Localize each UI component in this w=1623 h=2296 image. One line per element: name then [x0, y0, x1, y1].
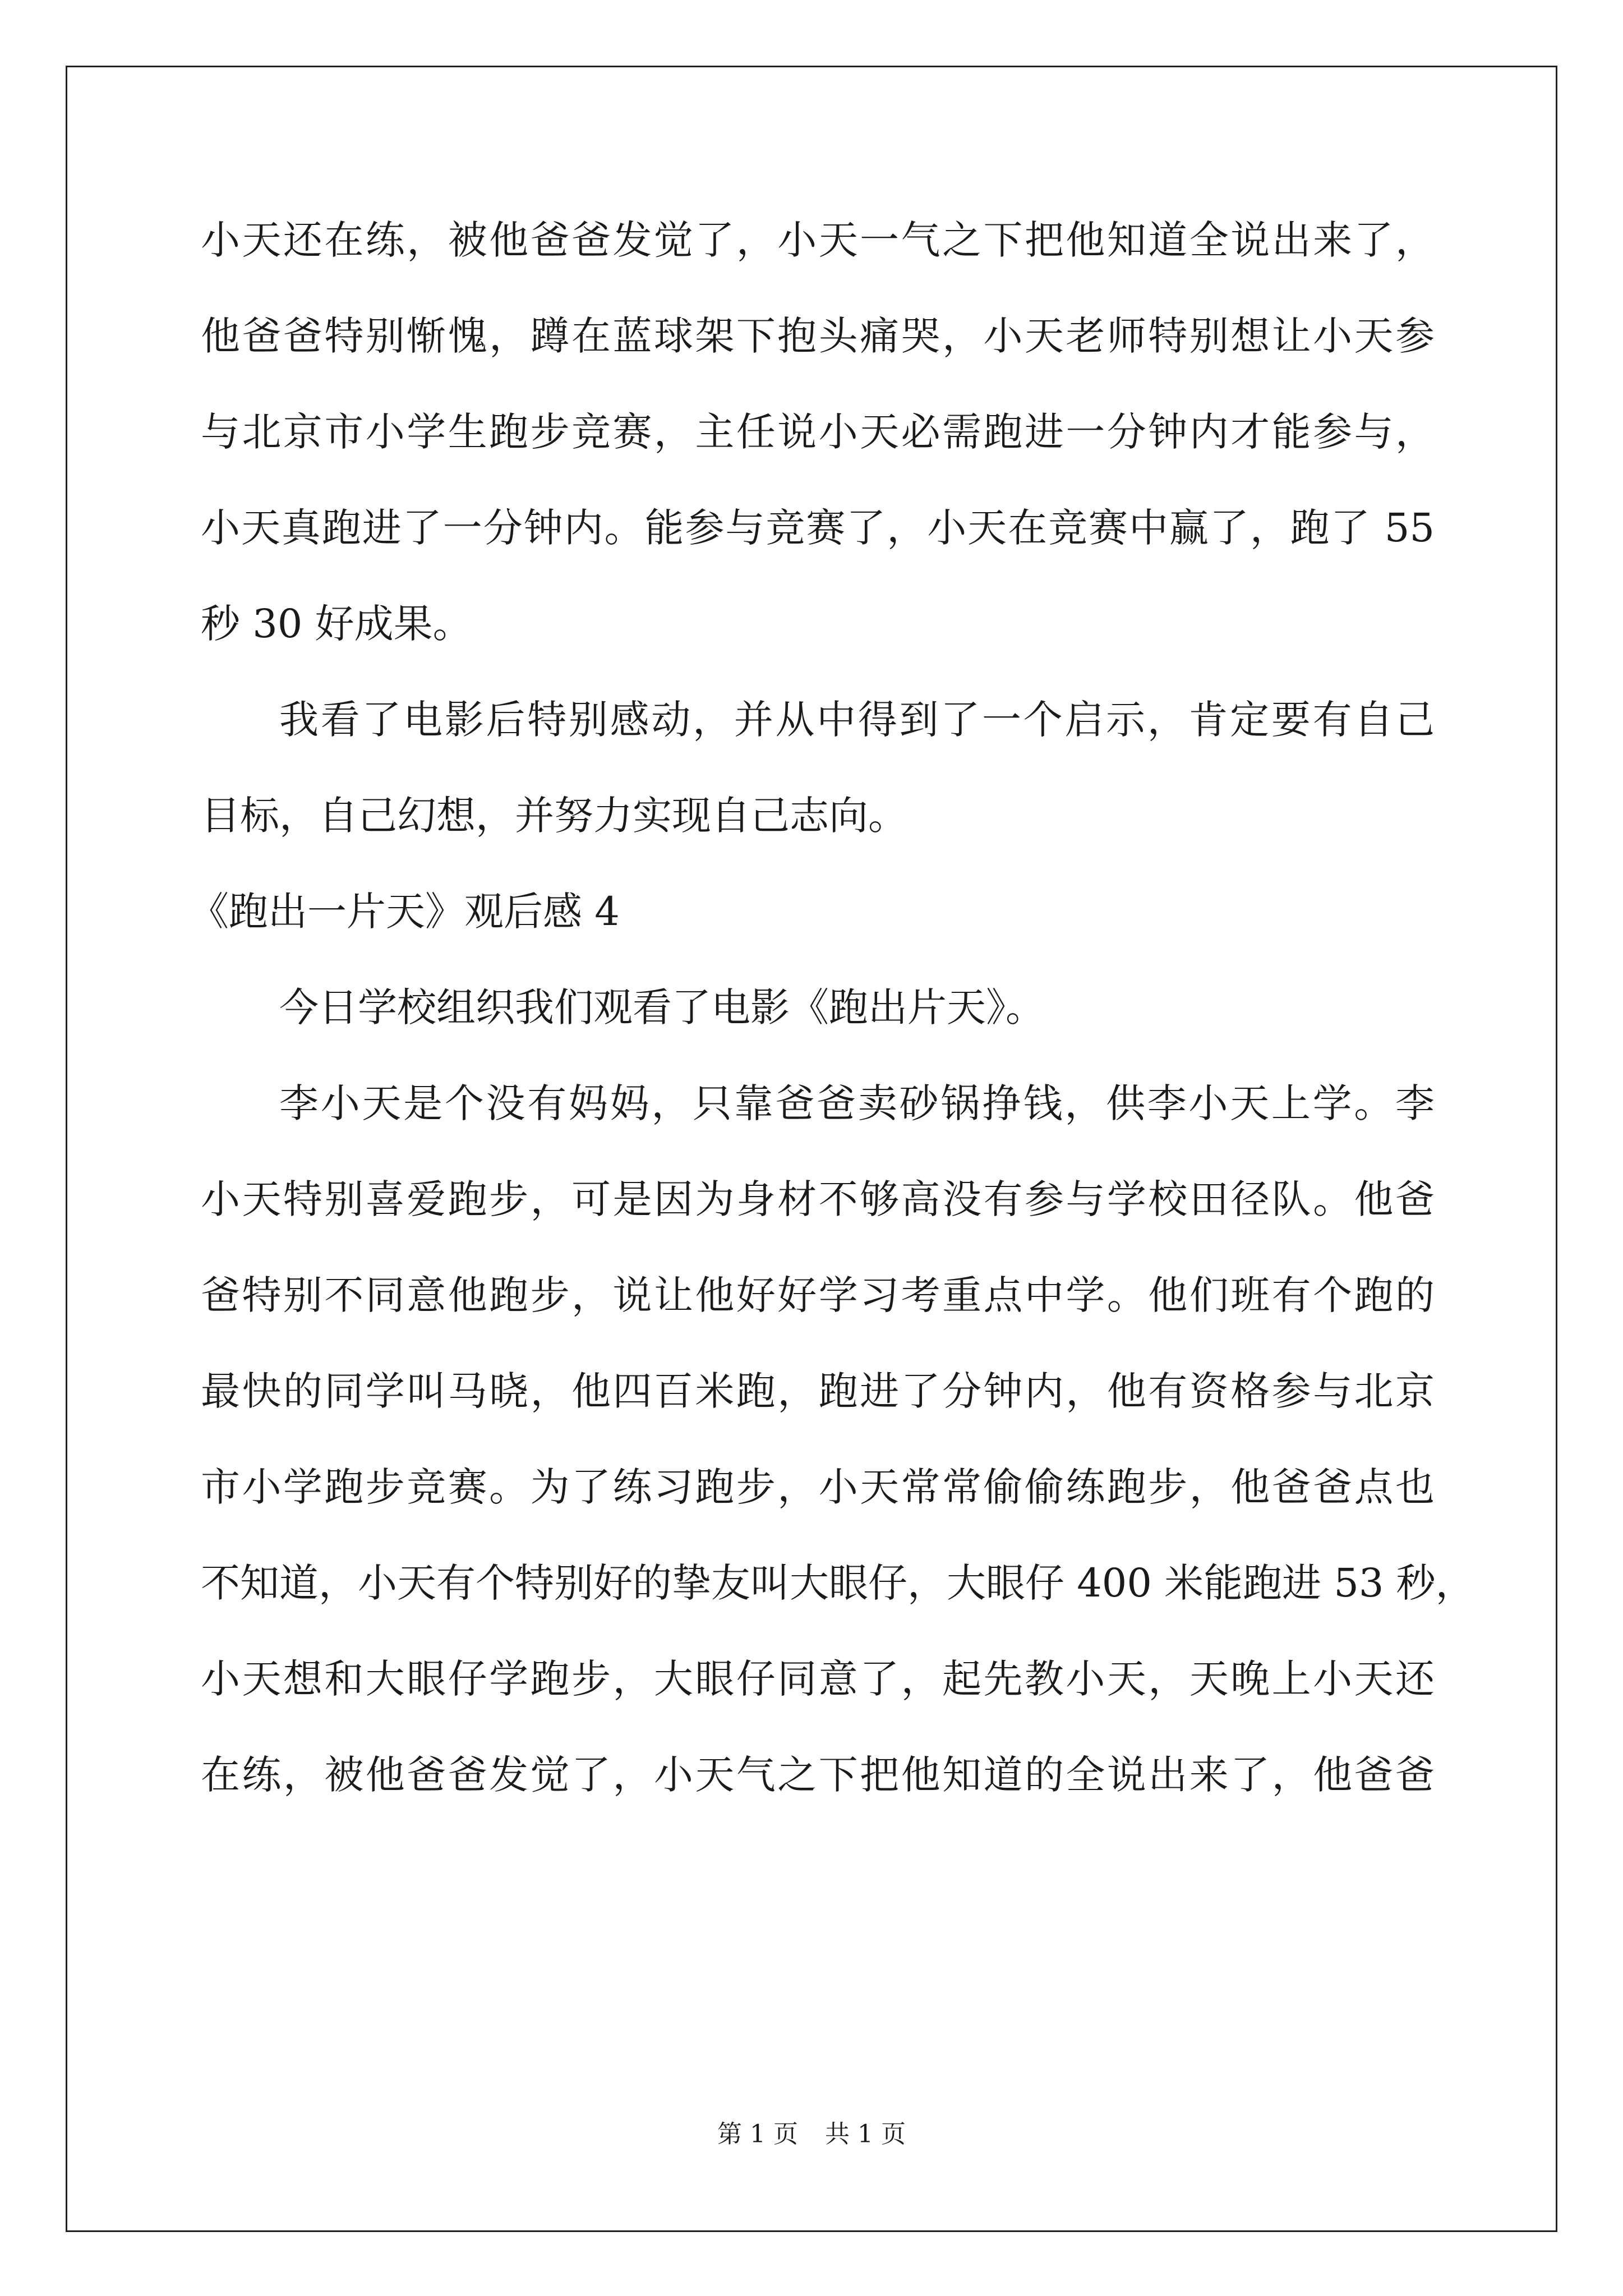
page-total: 共 1 页: [825, 2120, 906, 2148]
text-line: 李小天是个没有妈妈，只靠爸爸卖砂锅挣钱，供李小天上学。李: [279, 1080, 1435, 1126]
text-line: 与北京市小学生跑步竞赛，主任说小天必需跑进一分钟内才能参与，: [201, 409, 1435, 455]
text-line: 在练，被他爸爸发觉了，小天气之下把他知道的全说出来了，他爸爸: [201, 1752, 1435, 1798]
document-body: [190, 211, 1475, 1842]
text-line: 市小学跑步竞赛。为了练习跑步，小天常常偷偷练跑步，他爸爸点也: [201, 1464, 1435, 1510]
section-heading: 《跑出一片天》观后感 4: [190, 889, 620, 935]
text-line: 小天真跑进了一分钟内。能参与竞赛了，小天在竞赛中赢了，跑了 55: [201, 505, 1435, 551]
text-line: 目标，自己幻想，并努力实现自己志向。: [201, 793, 907, 839]
text-line: 小天还在练，被他爸爸发觉了，小天一气之下把他知道全说出来了，: [201, 217, 1435, 263]
text-line: 我看了电影后特别感动，并从中得到了一个启示，肯定要有自己: [279, 697, 1435, 743]
page-footer: [0, 2118, 1623, 2151]
text-line: 小天特别喜爱跑步，可是因为身材不够高没有参与学校田径队。他爸: [201, 1176, 1435, 1222]
text-line: 秒 30 好成果。: [201, 601, 472, 647]
text-line: 今日学校组织我们观看了电影《跑出片天》。: [279, 984, 1045, 1030]
text-line: 小天想和大眼仔学跑步，大眼仔同意了，起先教小天，天晚上小天还: [201, 1656, 1435, 1702]
text-line: 他爸爸特别惭愧，蹲在蓝球架下抱头痛哭，小天老师特别想让小天参: [201, 313, 1435, 359]
text-line: 最快的同学叫马晓，他四百米跑，跑进了分钟内，他有资格参与北京: [201, 1368, 1435, 1414]
page-number: 第 1 页: [717, 2120, 798, 2148]
text-line: 爸特别不同意他跑步，说让他好好学习考重点中学。他们班有个跑的: [201, 1272, 1435, 1318]
text-line: 不知道，小天有个特别好的挚友叫大眼仔，大眼仔 400 米能跑进 53 秒，: [201, 1560, 1475, 1606]
